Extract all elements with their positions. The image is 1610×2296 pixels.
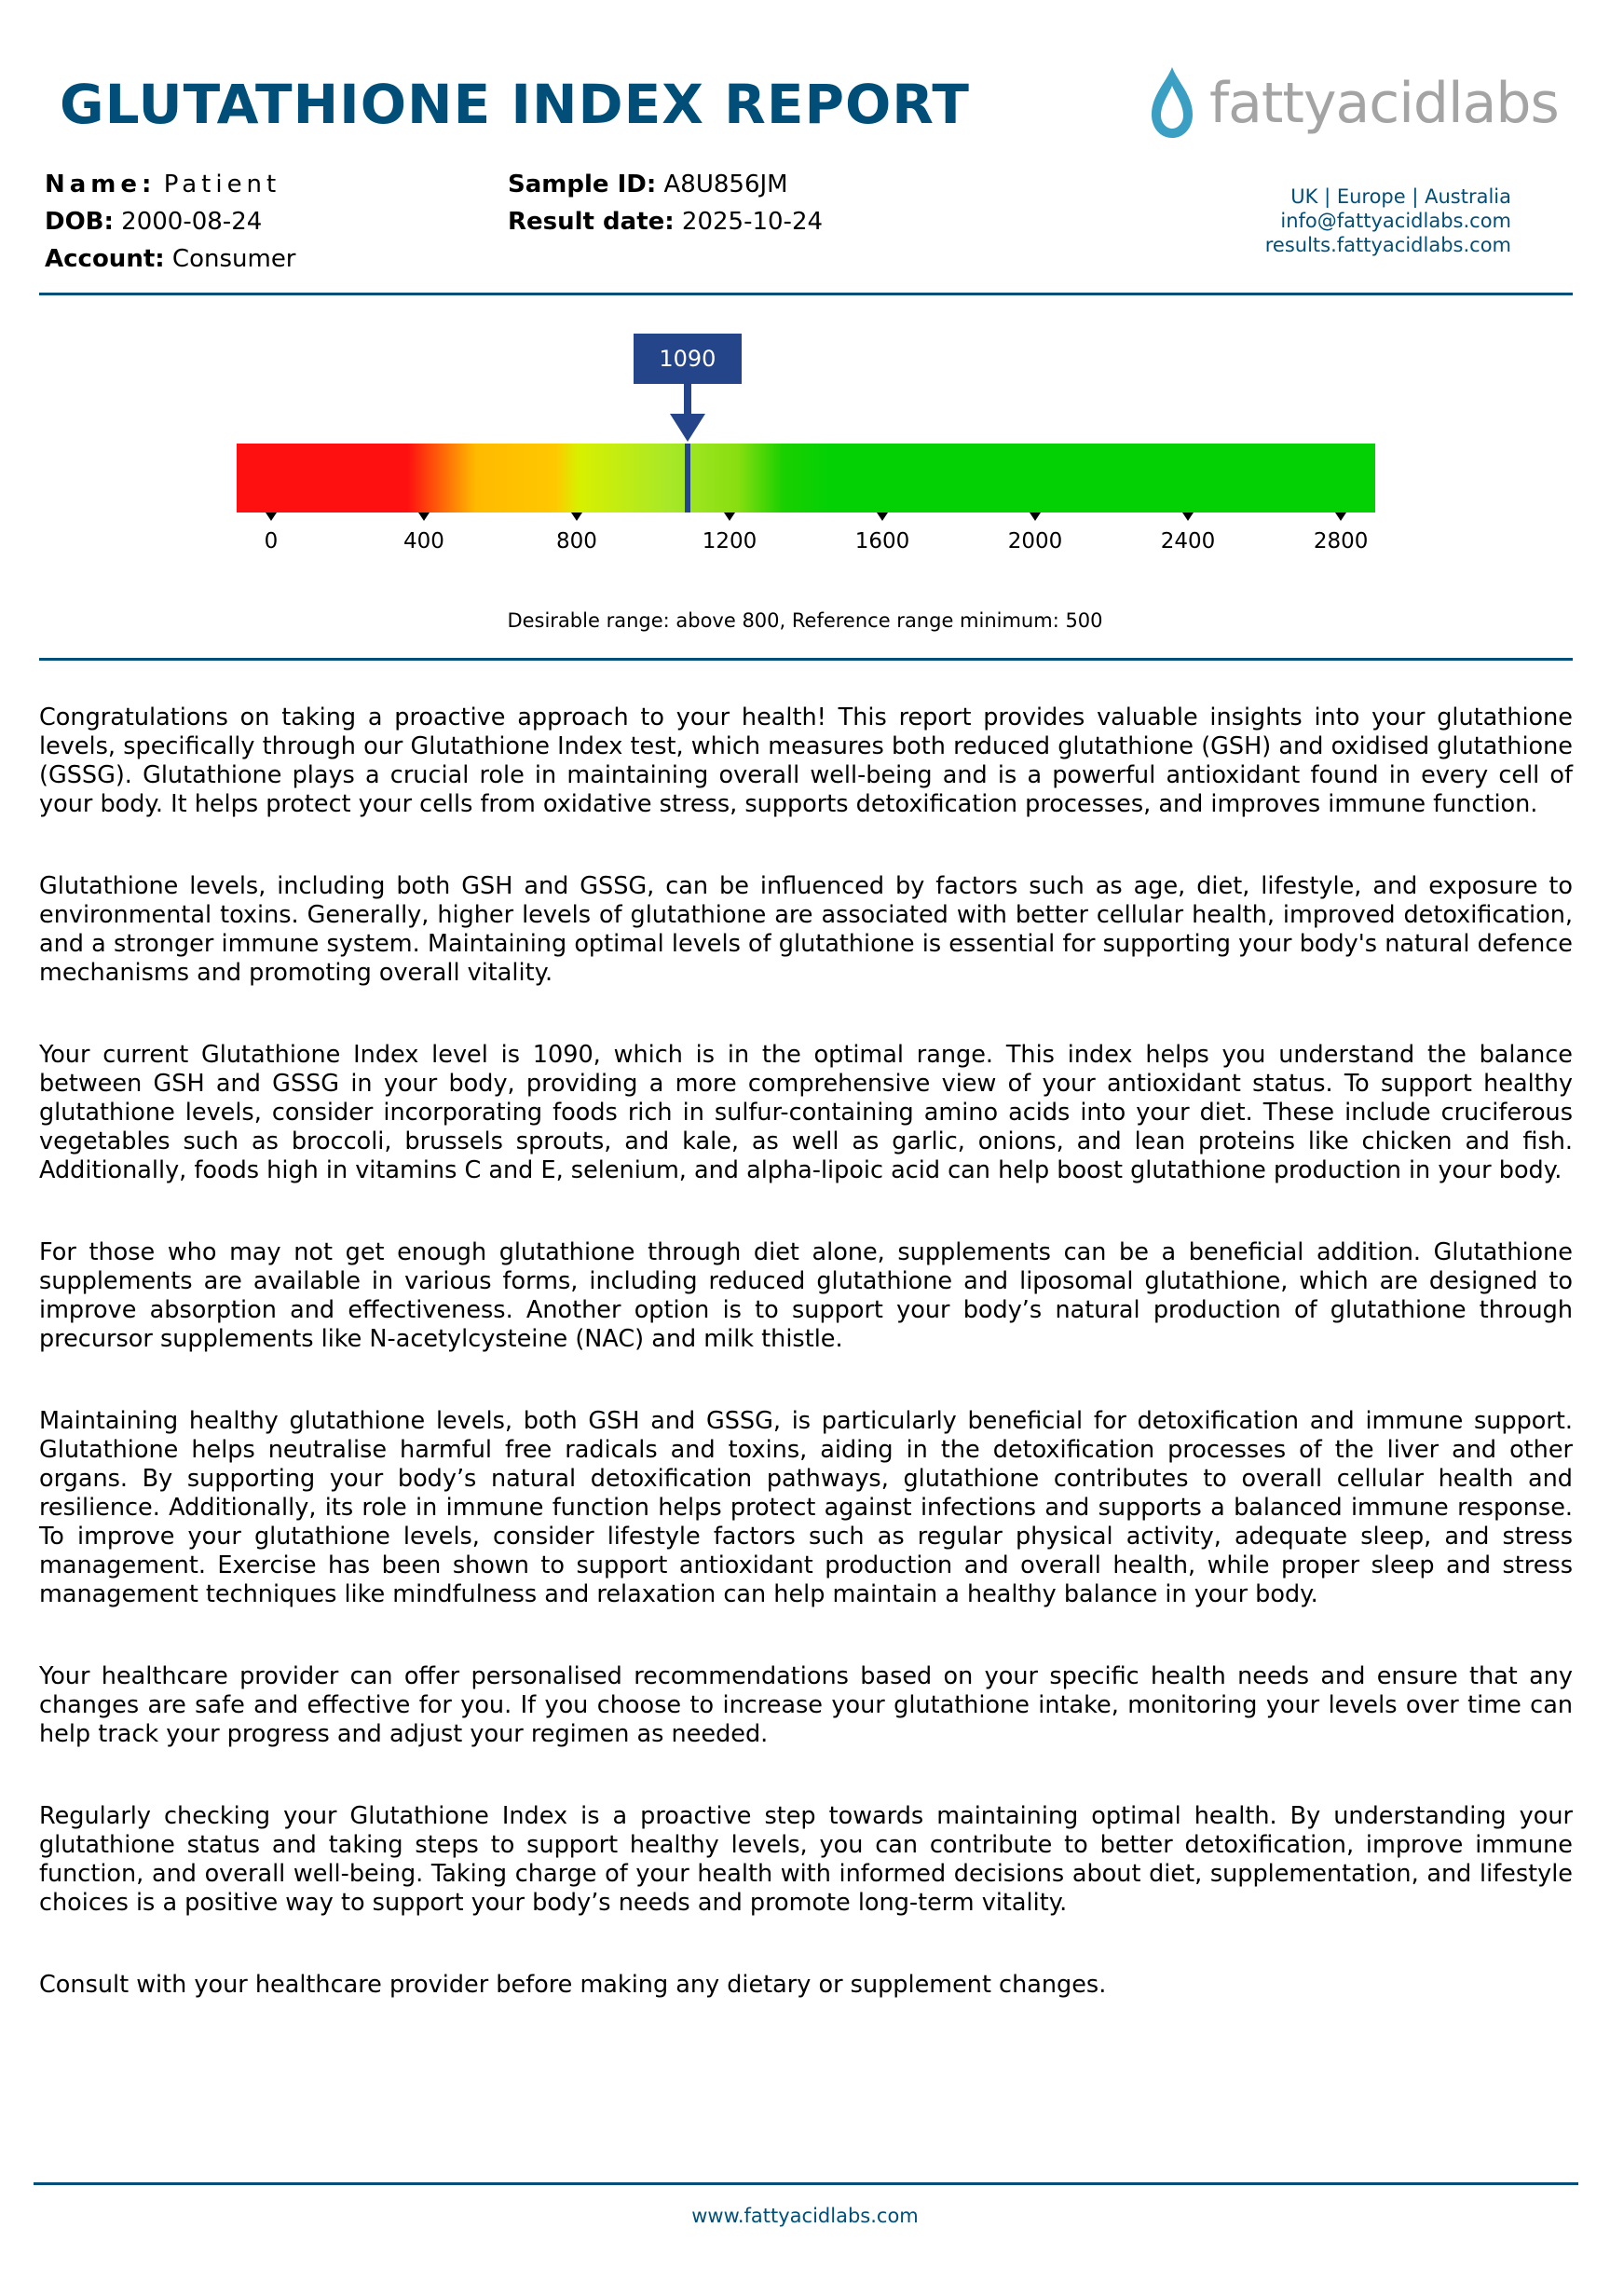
- dob-row: [45, 203, 296, 240]
- paragraph: Your current Glutathione Index level is 1090, which is in the optimal range. This index helps you understand the balance between GSH and GSSG in your body, providing a more comprehensive view of your antioxidant status. To support healthy glutathione levels, consider incorporating foods rich in sulfur-containing amino acids into your diet. These include cruciferous vegetables such as broccoli, brussels sprouts, and kale, as well as garlic, onions, and lean proteins like chicken and fish. Additionally, foods high in vitamins C and E, selenium, and alpha-lipoic acid can help boost glutathione production in your body.: [39, 1041, 1573, 1184]
- gauge-value-label: 1090: [634, 334, 742, 384]
- result-date-row: [508, 203, 823, 240]
- gauge-color-bar: [237, 444, 1375, 512]
- name-value: Patient: [163, 171, 281, 198]
- paragraph: Regularly checking your Glutathione Index is a proactive step towards maintaining optimal health. By understanding your glutathione status and taking steps to support healthy levels, you can contribute to better detoxification, improve immune function, and overall well-being. Taking charge of your health with informed decisions about diet, supplementation, and lifestyle choices is a positive way to support your body’s needs and promote long-term vitality.: [39, 1802, 1573, 1917]
- gauge-tick-mark: [1335, 512, 1346, 521]
- footer-divider: [34, 2182, 1578, 2185]
- paragraph: Your healthcare provider can offer personalised recommendations based on your specific health needs and ensure that any changes are safe and effective for you. If you choose to increase your glutathione intake, monitoring your levels over time can help track your progress and adjust your regimen as needed.: [39, 1662, 1573, 1748]
- gauge-tick-label: 2800: [1313, 529, 1369, 554]
- sample-details: [508, 166, 823, 240]
- paragraph: For those who may not get enough glutathione through diet alone, supplements can be a beneficial addition. Glutathione supplements are available in various forms, including reduced glutathione and liposomal glutathione, which are designed to improve absorption and effectiveness. Another option is to support your body’s natural production of glutathione through precursor supplements like N-acetylcysteine (NAC) and milk thistle.: [39, 1238, 1573, 1353]
- logo-wordmark: fattyacidlabs: [1209, 71, 1559, 136]
- gauge-tick-mark: [1030, 512, 1041, 521]
- account-value: Consumer: [171, 245, 296, 273]
- dob-label: DOB:: [45, 208, 114, 236]
- account-row: [45, 240, 296, 278]
- header-divider: [39, 293, 1573, 295]
- water-drop-icon: [1144, 63, 1200, 144]
- footer-website-link[interactable]: www.fattyacidlabs.com: [691, 2205, 919, 2227]
- sample-id-value: A8U856JM: [663, 171, 788, 198]
- account-label: Account:: [45, 245, 165, 273]
- gauge-tick-label: 800: [556, 529, 597, 554]
- contact-info: [1265, 184, 1511, 257]
- gauge-tick-label: 2400: [1160, 529, 1216, 554]
- sample-row: [508, 166, 823, 203]
- paragraph: Consult with your healthcare provider before making any dietary or supplement changes.: [39, 1971, 1107, 1999]
- gauge-tick-mark: [877, 512, 888, 521]
- report-body: [39, 704, 1573, 2053]
- name-row: [45, 166, 296, 203]
- gauge-tick-label: 0: [264, 529, 279, 554]
- gauge-tick-mark: [724, 512, 735, 521]
- gauge-tick-mark: [266, 512, 277, 521]
- paragraph: Glutathione levels, including both GSH and GSSG, can be influenced by factors such as age, diet, lifestyle, and exposure to environmental toxins. Generally, higher levels of glutathione are associated with better cellular health, improved detoxification, and a stronger immune system. Maintaining optimal levels of glutathione is essential for supporting your body's natural defence mechanisms and promoting overall vitality.: [39, 872, 1573, 987]
- paragraph: Congratulations on taking a proactive approach to your health! This report provides valuable insights into your glutathione levels, specifically through our Glutathione Index test, which measures both reduced glutathione (GSH) and oxidised glutathione (GSSG). Glutathione plays a crucial role in maintaining overall well-being and is a powerful antioxidant found in every cell of your body. It helps protect your cells from oxidative stress, supports detoxification processes, and improves immune function.: [39, 704, 1573, 818]
- paragraph: Maintaining healthy glutathione levels, both GSH and GSSG, is particularly beneficial for detoxification and immune support. Glutathione helps neutralise harmful free radicals and toxins, aiding in the detoxification processes of the liver and other organs. By supporting your body’s natural detoxification pathways, glutathione contributes to overall cellular health and resilience. Additionally, its role in immune function helps protect against infections and supports a balanced immune response. To improve your glutathione levels, consider lifestyle factors such as regular physical activity, adequate sleep, and stress management. Exercise has been shown to support antioxidant production and overall health, while proper sleep and stress management techniques like mindfulness and relaxation can help maintain a healthy balance in your body.: [39, 1407, 1573, 1608]
- gauge-pointer-arrow-icon: [670, 414, 705, 442]
- result-date-label: Result date:: [508, 208, 675, 236]
- gauge-tick-mark: [571, 512, 582, 521]
- gauge-value-line: [685, 444, 690, 512]
- range-note: Desirable range: above 800, Reference range minimum: 500: [507, 609, 1103, 632]
- gauge-pointer-stem: [684, 384, 691, 416]
- report-title: GLUTATHIONE INDEX REPORT: [60, 73, 970, 136]
- gauge-tick-mark: [1182, 512, 1194, 521]
- sample-id-label: Sample ID:: [508, 171, 657, 198]
- gauge-tick-label: 1600: [854, 529, 910, 554]
- gauge-divider: [39, 658, 1573, 661]
- regions-link[interactable]: UK | Europe | Australia: [1290, 185, 1511, 208]
- name-label: Name:: [45, 171, 157, 198]
- gauge-tick-mark: [418, 512, 430, 521]
- patient-details: [45, 166, 296, 278]
- dob-value: 2000-08-24: [121, 208, 263, 236]
- result-date-value: 2025-10-24: [681, 208, 824, 236]
- results-site-link[interactable]: results.fattyacidlabs.com: [1264, 234, 1511, 256]
- gauge-tick-label: 1200: [702, 529, 757, 554]
- gauge-tick-label: 2000: [1007, 529, 1063, 554]
- email-link[interactable]: info@fattyacidlabs.com: [1280, 210, 1511, 232]
- gauge-tick-label: 400: [402, 529, 444, 554]
